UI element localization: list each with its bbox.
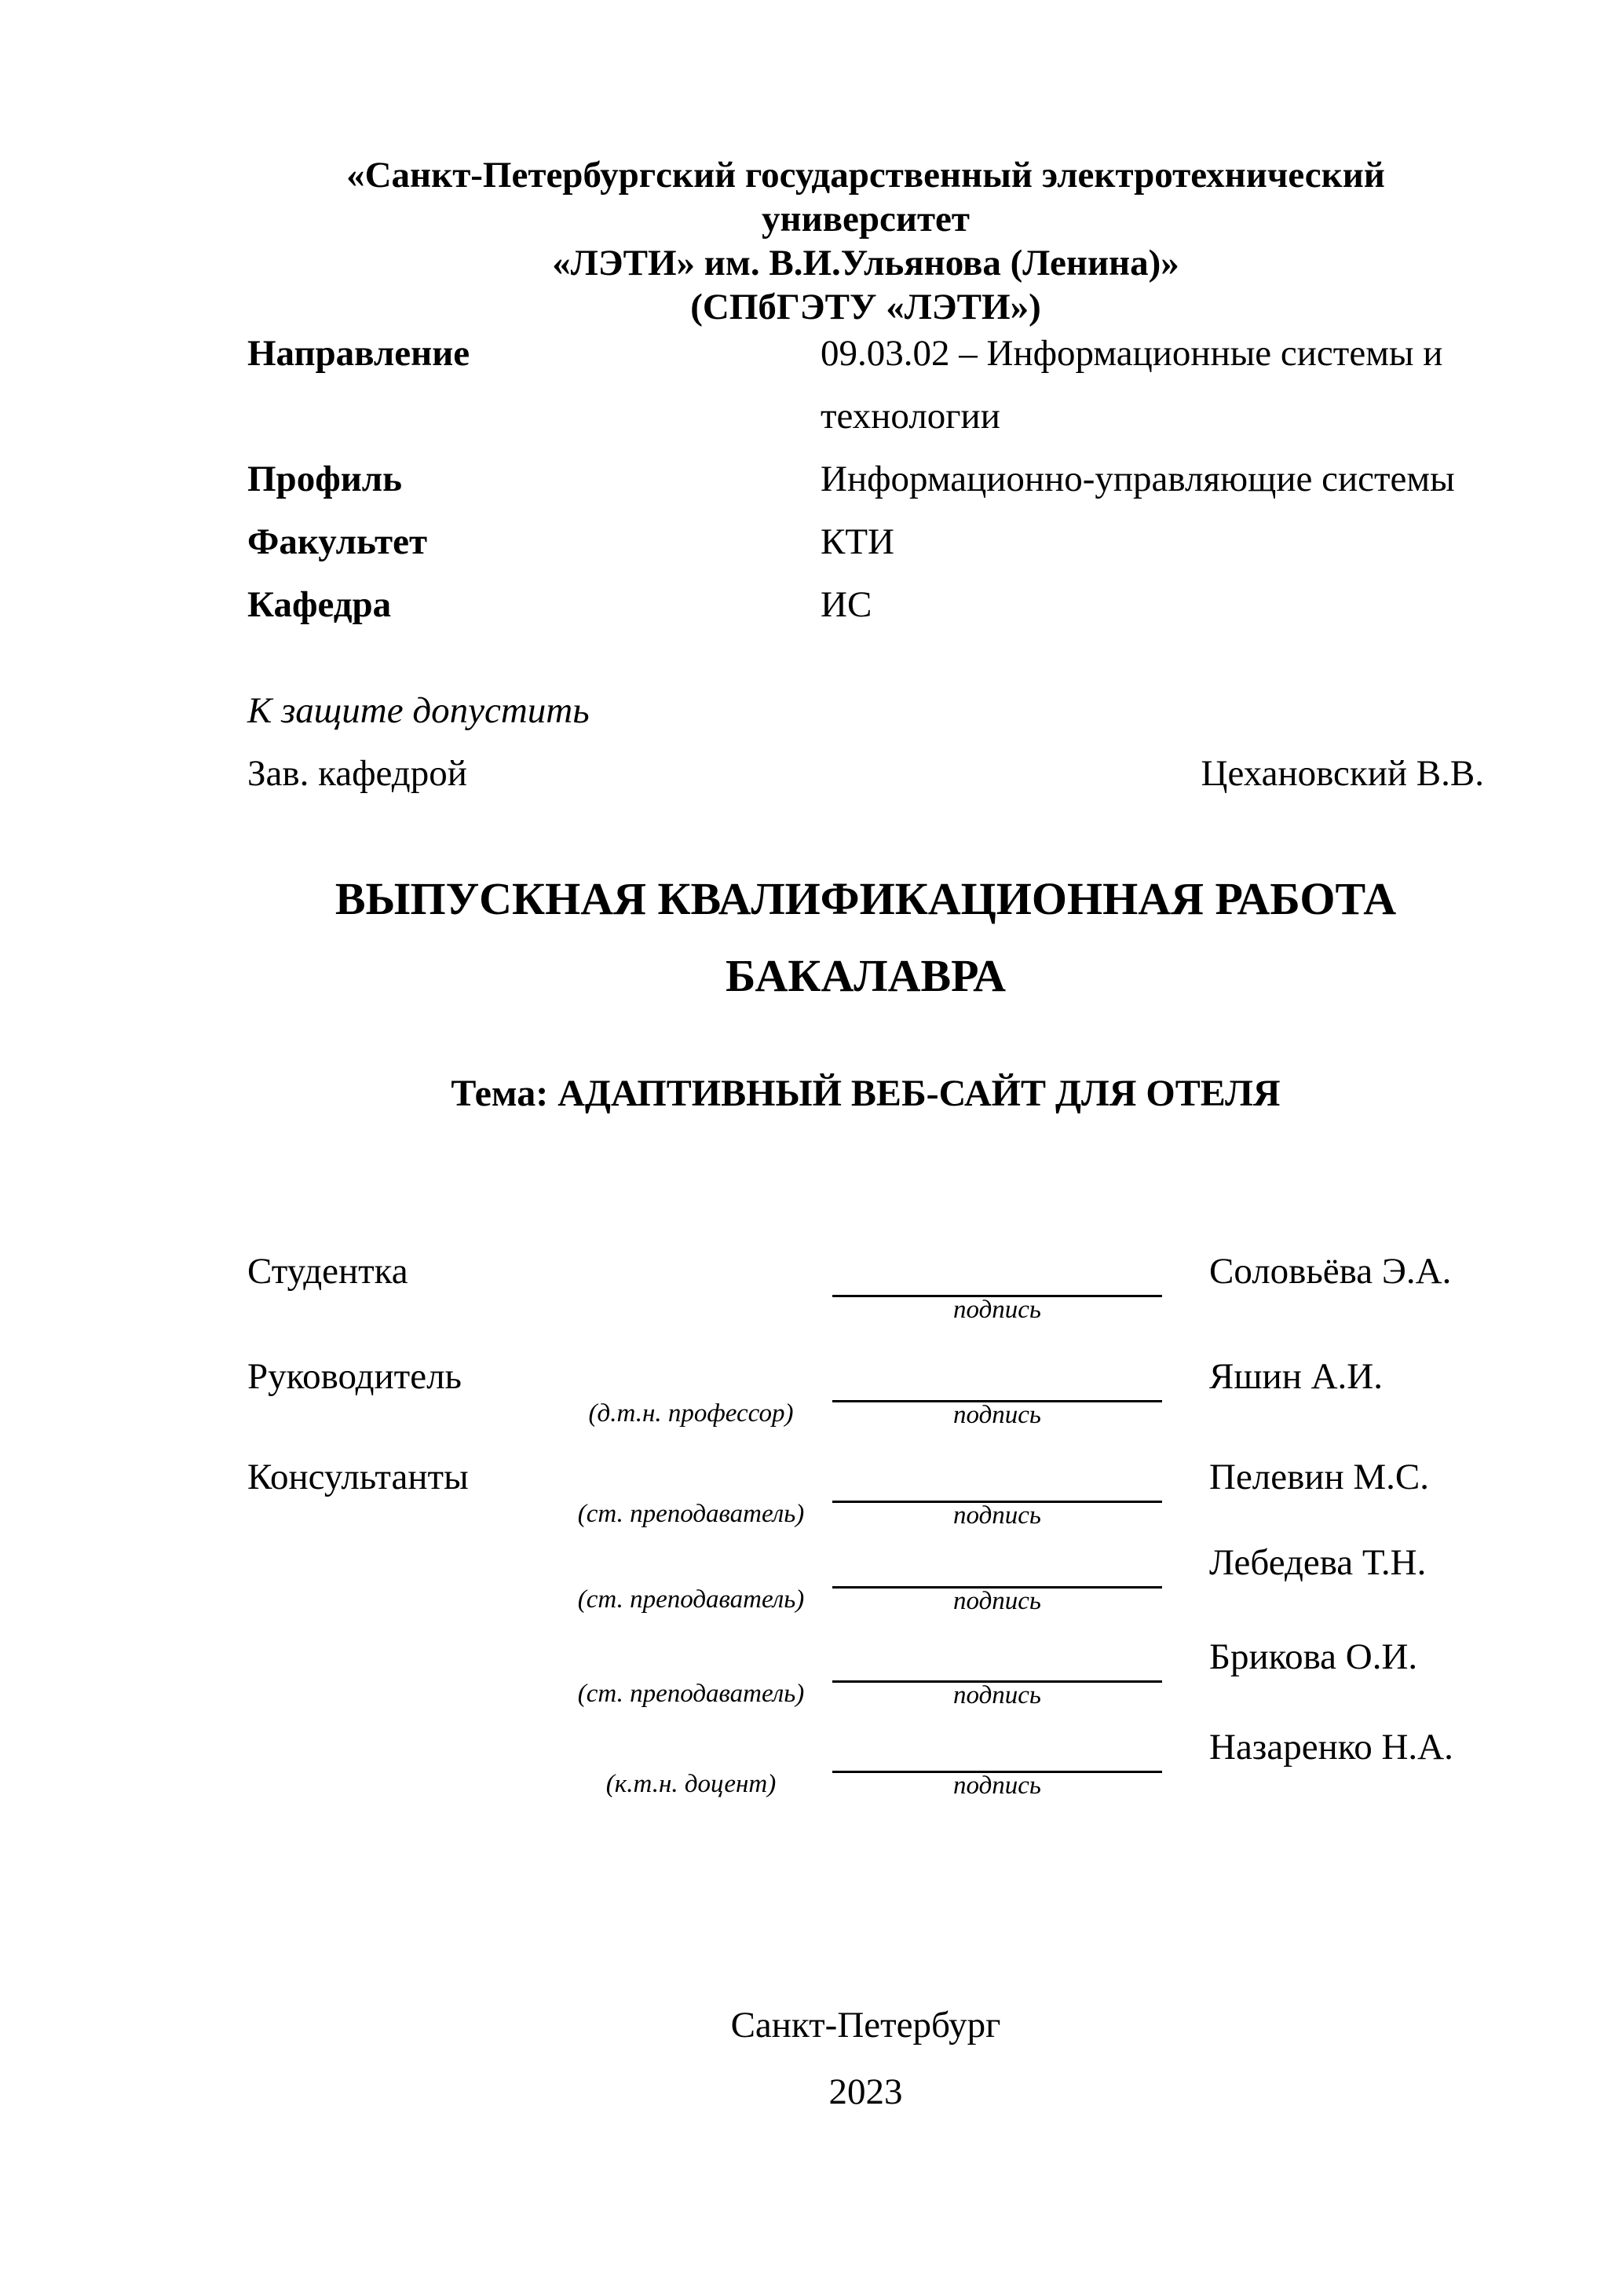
info-label-faculty: Факультет [247,521,428,562]
signature-row-consultant-4 [247,1728,1484,1801]
signature-caption: подпись [953,1296,1041,1324]
signature-degree: (ст. преподаватель) [577,1585,805,1614]
footer-block [247,1992,1484,2126]
thesis-title [247,861,1484,1015]
signature-row-consultant-1 [247,1458,1484,1530]
university-header-line-2: «ЛЭТИ» им. В.И.Ульянова (Ленина)» [552,243,1179,283]
signature-name: Брикова О.И. [1209,1636,1418,1677]
signature-row-supervisor [247,1358,1484,1430]
approval-block [247,679,1484,805]
approval-note: К защите допустить [247,690,590,731]
signature-caption: подпись [953,1401,1041,1429]
signature-name: Яшин А.И. [1209,1356,1383,1397]
signature-caption: подпись [953,1501,1041,1530]
info-label-department: Кафедра [247,584,392,625]
info-value-direction: 09.03.02 – Информационные системы и технологии [821,333,1443,437]
signature-name: Пелевин М.С. [1209,1457,1430,1497]
info-value-faculty: КТИ [821,521,894,562]
signature-degree: (ст. преподаватель) [577,1500,805,1528]
thesis-title-line-2: БАКАЛАВРА [725,950,1007,1001]
info-label-profile: Профиль [247,459,403,499]
info-label-direction: Направление [247,333,470,374]
signature-row-consultant-3 [247,1638,1484,1710]
signature-caption: подпись [953,1771,1041,1800]
signature-name: Лебедева Т.Н. [1209,1542,1427,1583]
info-value-department: ИС [821,584,872,625]
approval-label: Зав. кафедрой [247,753,467,794]
signature-role-label: Консультанты [247,1457,469,1497]
approval-row [247,742,1484,805]
signature-row-student [247,1252,1484,1325]
university-header-line-1: «Санкт-Петербургский государственный электротехнический университет [346,155,1385,239]
approval-name: Цехановский В.В. [1201,753,1484,794]
university-header-line-3: (СПбГЭТУ «ЛЭТИ») [690,287,1041,327]
signature-degree: (д.т.н. профессор) [588,1399,794,1428]
signature-role-label: Руководитель [247,1356,462,1397]
thesis-theme: Тема: АДАПТИВНЫЙ ВЕБ-САЙТ ДЛЯ ОТЕЛЯ [451,1073,1281,1114]
signature-role-label: Студентка [247,1251,408,1292]
signature-name: Назаренко Н.А. [1209,1727,1453,1768]
signature-row-consultant-2 [247,1544,1484,1616]
signature-caption: подпись [953,1681,1041,1709]
footer-year: 2023 [828,2071,903,2112]
signature-name: Соловьёва Э.А. [1209,1251,1452,1292]
signature-degree: (к.т.н. доцент) [605,1770,777,1798]
signature-degree: (ст. преподаватель) [577,1680,805,1708]
signature-caption: подпись [953,1587,1041,1615]
info-value-profile: Информационно-управляющие системы [821,459,1455,499]
footer-city: Санкт-Петербург [730,2005,1001,2046]
program-info-table [247,322,1484,636]
university-header [247,153,1484,329]
thesis-title-line-1: ВЫПУСКНАЯ КВАЛИФИКАЦИОННАЯ РАБОТА [334,873,1397,924]
